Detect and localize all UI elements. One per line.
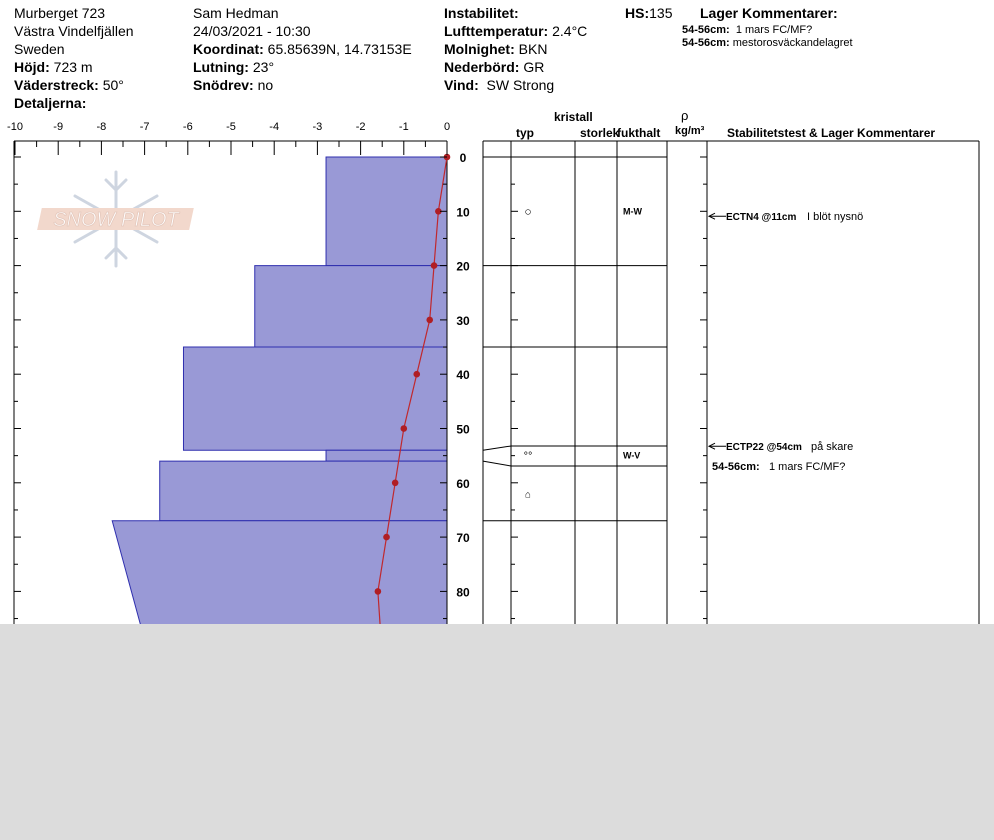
aspect-value: 50° — [102, 77, 124, 93]
precipitation-value: GR — [523, 59, 545, 75]
coordinate-value: 65.85639N, 14.73153E — [267, 41, 412, 57]
column-header-size: storlek — [580, 126, 620, 140]
crystal-symbol-rounded: ○ — [524, 204, 532, 219]
cloud-value: BKN — [518, 41, 548, 57]
layer-note-range: 54-56cm: — [712, 461, 760, 474]
temperature-point — [383, 534, 390, 541]
temperature-point — [375, 588, 382, 595]
x-tick-label: -4 — [269, 121, 280, 133]
column-header-moisture: fukthalt — [617, 126, 661, 140]
hardness-layer-3 — [183, 347, 447, 450]
stability-test-note-2: på skare — [811, 441, 854, 454]
hardness-layer-1 — [326, 157, 447, 266]
temperature-point — [413, 371, 420, 378]
slope-value: 23° — [252, 59, 275, 75]
details-label: Detaljerna: — [14, 95, 87, 111]
column-header-crystal: kristall — [554, 110, 593, 124]
x-tick-label: -1 — [398, 121, 409, 133]
x-tick-label: -5 — [226, 121, 236, 133]
region-name: Västra Vindelfjällen — [14, 23, 134, 39]
layer-comment-2: 54-56cm: mestorosväckandelagret — [682, 37, 853, 49]
temperature-point — [392, 480, 399, 487]
y-tick-label: 40 — [456, 368, 470, 383]
air-temperature-label: Lufttemperatur: — [444, 23, 549, 39]
hardness-layer-6 — [112, 521, 447, 624]
temperature-point — [431, 262, 438, 269]
instability-label: Instabilitet: — [444, 5, 519, 21]
x-tick-label: -2 — [355, 121, 366, 133]
x-tick-label: 0 — [443, 121, 451, 133]
stability-annotation-1 — [709, 211, 863, 223]
drift-value: no — [257, 77, 274, 93]
observer-name: Sam Hedman — [193, 5, 279, 21]
x-tick-label: -6 — [182, 121, 193, 133]
stability-test-code-2: ECTP22 @54cm — [726, 442, 802, 454]
country-name: Sweden — [14, 41, 65, 57]
x-tick-label: -3 — [312, 121, 323, 133]
y-tick-label: 10 — [456, 205, 470, 220]
y-tick-label: 60 — [456, 476, 470, 491]
layer-comment-1: 54-56cm: 1 mars FC/MF? — [682, 24, 813, 36]
y-tick-label: 0 — [459, 151, 467, 165]
temperature-point — [401, 425, 408, 432]
drift-label: Snödrev: — [193, 77, 254, 93]
column-header-rho: ρ — [681, 108, 689, 123]
y-tick-label: 20 — [456, 259, 470, 274]
layer-table — [483, 108, 979, 624]
snowpilot-watermark-text: SNOW PILOT — [53, 209, 179, 231]
y-tick-label: 50 — [456, 422, 470, 437]
x-tick-label: -8 — [96, 121, 107, 133]
aspect-label: Väderstreck: — [14, 77, 99, 93]
y-tick-label: 80 — [456, 585, 470, 600]
stability-test-code-1: ECTN4 @11cm — [726, 212, 797, 224]
x-tick-label: -9 — [53, 121, 64, 133]
column-header-density-unit: kg/m³ — [675, 125, 705, 137]
air-temperature-value: 2.4°C — [552, 23, 588, 39]
hardness-layer-2 — [255, 266, 447, 347]
slope-label: Lutning: — [193, 59, 249, 75]
stability-test-note-1: I blöt nysnö — [807, 211, 864, 224]
column-header-type: typ — [516, 126, 534, 140]
cloud-label: Molnighet: — [444, 41, 515, 57]
snow-height-label: HS: — [625, 5, 650, 21]
temperature-axis — [7, 121, 450, 155]
y-tick-label: 30 — [456, 313, 470, 328]
crystal-symbol-faceted: ⌂ — [524, 489, 532, 501]
hardness-layer-4 — [326, 450, 447, 461]
hardness-layer-5 — [160, 461, 447, 521]
crystal-symbol-melt-forms: °° — [523, 450, 533, 463]
x-tick-label: -10 — [7, 121, 23, 133]
y-tick-label: 70 — [456, 531, 470, 546]
coordinate-label: Koordinat: — [193, 41, 264, 57]
site-name: Murberget 723 — [14, 5, 106, 21]
wind-label: Vind: — [444, 77, 479, 93]
elevation-label: Höjd: — [14, 59, 50, 75]
moisture-label-mw: M-W — [623, 206, 642, 217]
layer-note-text: 1 mars FC/MF? — [769, 461, 846, 474]
moisture-label-wv: W-V — [623, 450, 641, 461]
elevation-value: 723 m — [53, 59, 93, 75]
stability-annotation-2 — [709, 441, 853, 453]
layer-comments-title: Lager Kommentarer: — [700, 5, 838, 21]
precipitation-label: Nederbörd: — [444, 59, 520, 75]
snowpilot-logo — [37, 172, 194, 266]
temperature-point — [426, 317, 433, 324]
x-tick-label: -7 — [139, 121, 150, 133]
wind-value: SW Strong — [486, 77, 555, 93]
column-header-stability: Stabilitetstest & Lager Kommentarer — [727, 126, 936, 140]
snow-height-value: 135 — [649, 5, 673, 21]
observation-datetime: 24/03/2021 - 10:30 — [193, 23, 311, 39]
